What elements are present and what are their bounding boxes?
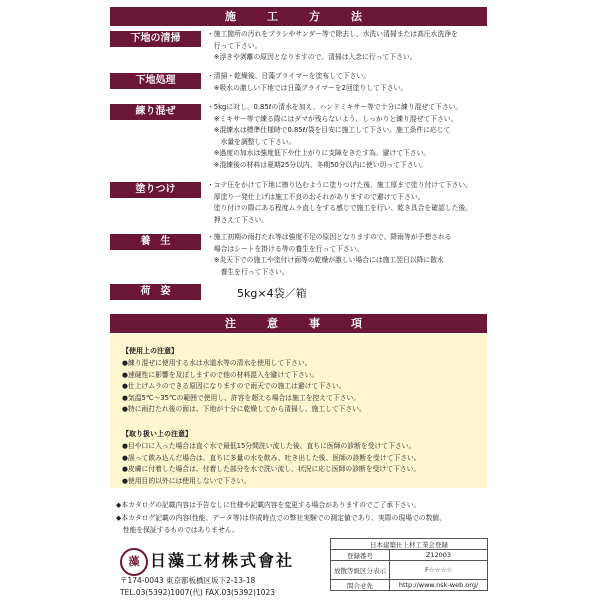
content-line: 厚塗り一発仕上げは施工不良のおそれがありますので避けて下さい。 [207,192,425,201]
section-label-application: 塗りつけ [110,182,201,198]
registration-value: F☆☆☆☆ [390,561,488,580]
section-content-surface-cleaning [207,29,497,64]
usage-precautions-title: 【使用上の注意】 [122,347,178,355]
list-item: ●仕上げムラのできる原因になりますので雨天での施工は避けて下さい。 [122,382,346,390]
footnote-line: 性能を保証するものではありません。 [116,526,239,534]
company-postal-address: 〒174-0043 東京都板橋区坂下2-13-18 [120,576,256,585]
content-line: ・5kgに対し、0.85ℓの清水を加え、ハンドミキサー等で十分に練り混ぜて下さい。 [207,103,463,111]
list-item: ●練り混ぜに使用する水は水道水等の清水を使用して下さい。 [122,359,312,367]
registration-link[interactable]: http://www.nsk-web.org/ [390,580,488,591]
section-label-surface-cleaning: 下地の清掃 [110,31,201,47]
precautions-header: 注 意 事 項 [110,314,487,333]
footnote-line: ◆本カタログの記載内容は予告なしに仕様や記載内容を変更する場合がありますのでご了承下さい。 [116,501,421,509]
company-name: 日藻工材株式會社 [150,551,295,570]
content-line: ※浮きや剥離の原因となりますので、清掃は入念に行って下さい。 [207,53,417,61]
section-content-surface-treatment [207,71,497,94]
section-content-curing [207,232,497,278]
list-item: ●特に雨打たれ後の面は、下地が十分に乾燥してから清掃し、施工して下さい。 [122,405,366,413]
content-line: ・施工箇所の汚れをブラシやサンダー等で除去し、水洗い清掃または高圧水洗浄を [207,30,458,38]
list-item: ●速硬性に影響を及ぼしますので他の材料混入を避けて下さい。 [122,370,319,379]
content-line: 押さえて下さい。 [207,215,269,224]
list-item: ●使用目的以外には使用しないで下さい。 [122,476,251,485]
list-item: ●目や口に入った場合は直ぐ水で最低15分間洗い流した後、直ちに医師の診断を受けて下さい。 [122,442,416,450]
section-label-curing: 養 生 [110,234,201,250]
content-line: 水量を調整して下さい。 [207,137,296,146]
content-line: ※混練水は標準仕様時で0.85ℓ/袋を目安に施工して下さい。施工条件に応じて [207,126,451,134]
section-content-mixing [207,102,497,171]
footnote-line: ◆本カタログ記載の内容(性能、データ等)は作成時点での弊社実験での測定値であり、実際の現場での数値、 [116,513,446,522]
content-line: 養生を行って下さい。 [207,267,289,276]
precautions-box [110,334,487,488]
section-label-packaging: 荷 姿 [110,284,201,300]
content-line: ※炎天下での施工や塗付け面等の乾燥が激しい場合には施工翌日以降に散水 [207,256,444,264]
construction-method-header: 施 工 方 法 [110,7,487,26]
section-content-application [207,180,497,226]
content-line: ・清掃・乾燥後、日藻プライマーを塗布して下さい。 [207,72,370,80]
catalog-footnotes [116,499,496,537]
registration-key: 登録番号 [331,550,390,561]
list-item: ●皮膚に付着した場合は、付着した部分を水で洗い流し、状況に応じ医師の診断を受けて下さい。 [122,465,421,473]
registration-table [330,538,488,591]
list-item: ●気温5℃～35℃の範囲で使用し、許容を超える場合は施工を控えて下さい。 [122,393,361,402]
content-line: ※過度の加水は強度低下や仕上がりに支障をきたす為、避けて下さい。 [207,149,431,157]
company-logo-icon: 藻 [120,548,148,576]
handling-precautions-title: 【取り扱い上の注意】 [122,430,192,438]
packaging-value: 5kg×4袋／箱 [237,287,307,300]
company-address [120,575,275,599]
content-line: 場合はシートを掛ける等の養生を行って下さい。 [207,244,364,253]
company-contact: TEL.03(5392)1007(代) FAX.03(5392)1023 [120,588,276,597]
content-line: ※混練後の材料は夏期25分以内、冬期50分以内に使い切って下さい。 [207,160,428,169]
handling-precautions-list [122,441,482,487]
content-line: ・コテ圧をかけて下地に擦り込むように塗りつけた後、施工厚まで塗り付けて下さい。 [207,181,473,189]
usage-precautions-list [122,358,482,416]
section-label-surface-treatment: 下地処理 [110,73,201,89]
content-line: ・施工初期の雨打たれ等は強度不足の原因となりますので、降雨等が予想される [207,233,452,241]
registration-value: Z12003 [390,550,488,561]
registration-key: 放散等級区分表示 [331,561,390,580]
content-line: ※ミキサー等で練る際にはダマが残らないよう、しっかりと練り混ぜて下さい。 [207,114,458,123]
section-label-mixing: 練り混ぜ [110,104,201,120]
registration-title: 日本建築仕上材工業会登録 [331,539,488,550]
content-line: ※吸水の激しい下地では日藻プライマーを2回塗りして下さい。 [207,83,408,92]
list-item: ●誤って飲み込んだ場合は、直ちに多量の水を飲み、吐き出した後、医師の診断を受けて下さい。 [122,453,421,462]
content-line: 行って下さい。 [207,41,262,50]
content-line: 塗り付けの際にある程度ムラ直しをする感じで施工を行い、乾き具合を確認した後、 [207,204,473,212]
registration-key: 問合せ先 [331,580,390,591]
